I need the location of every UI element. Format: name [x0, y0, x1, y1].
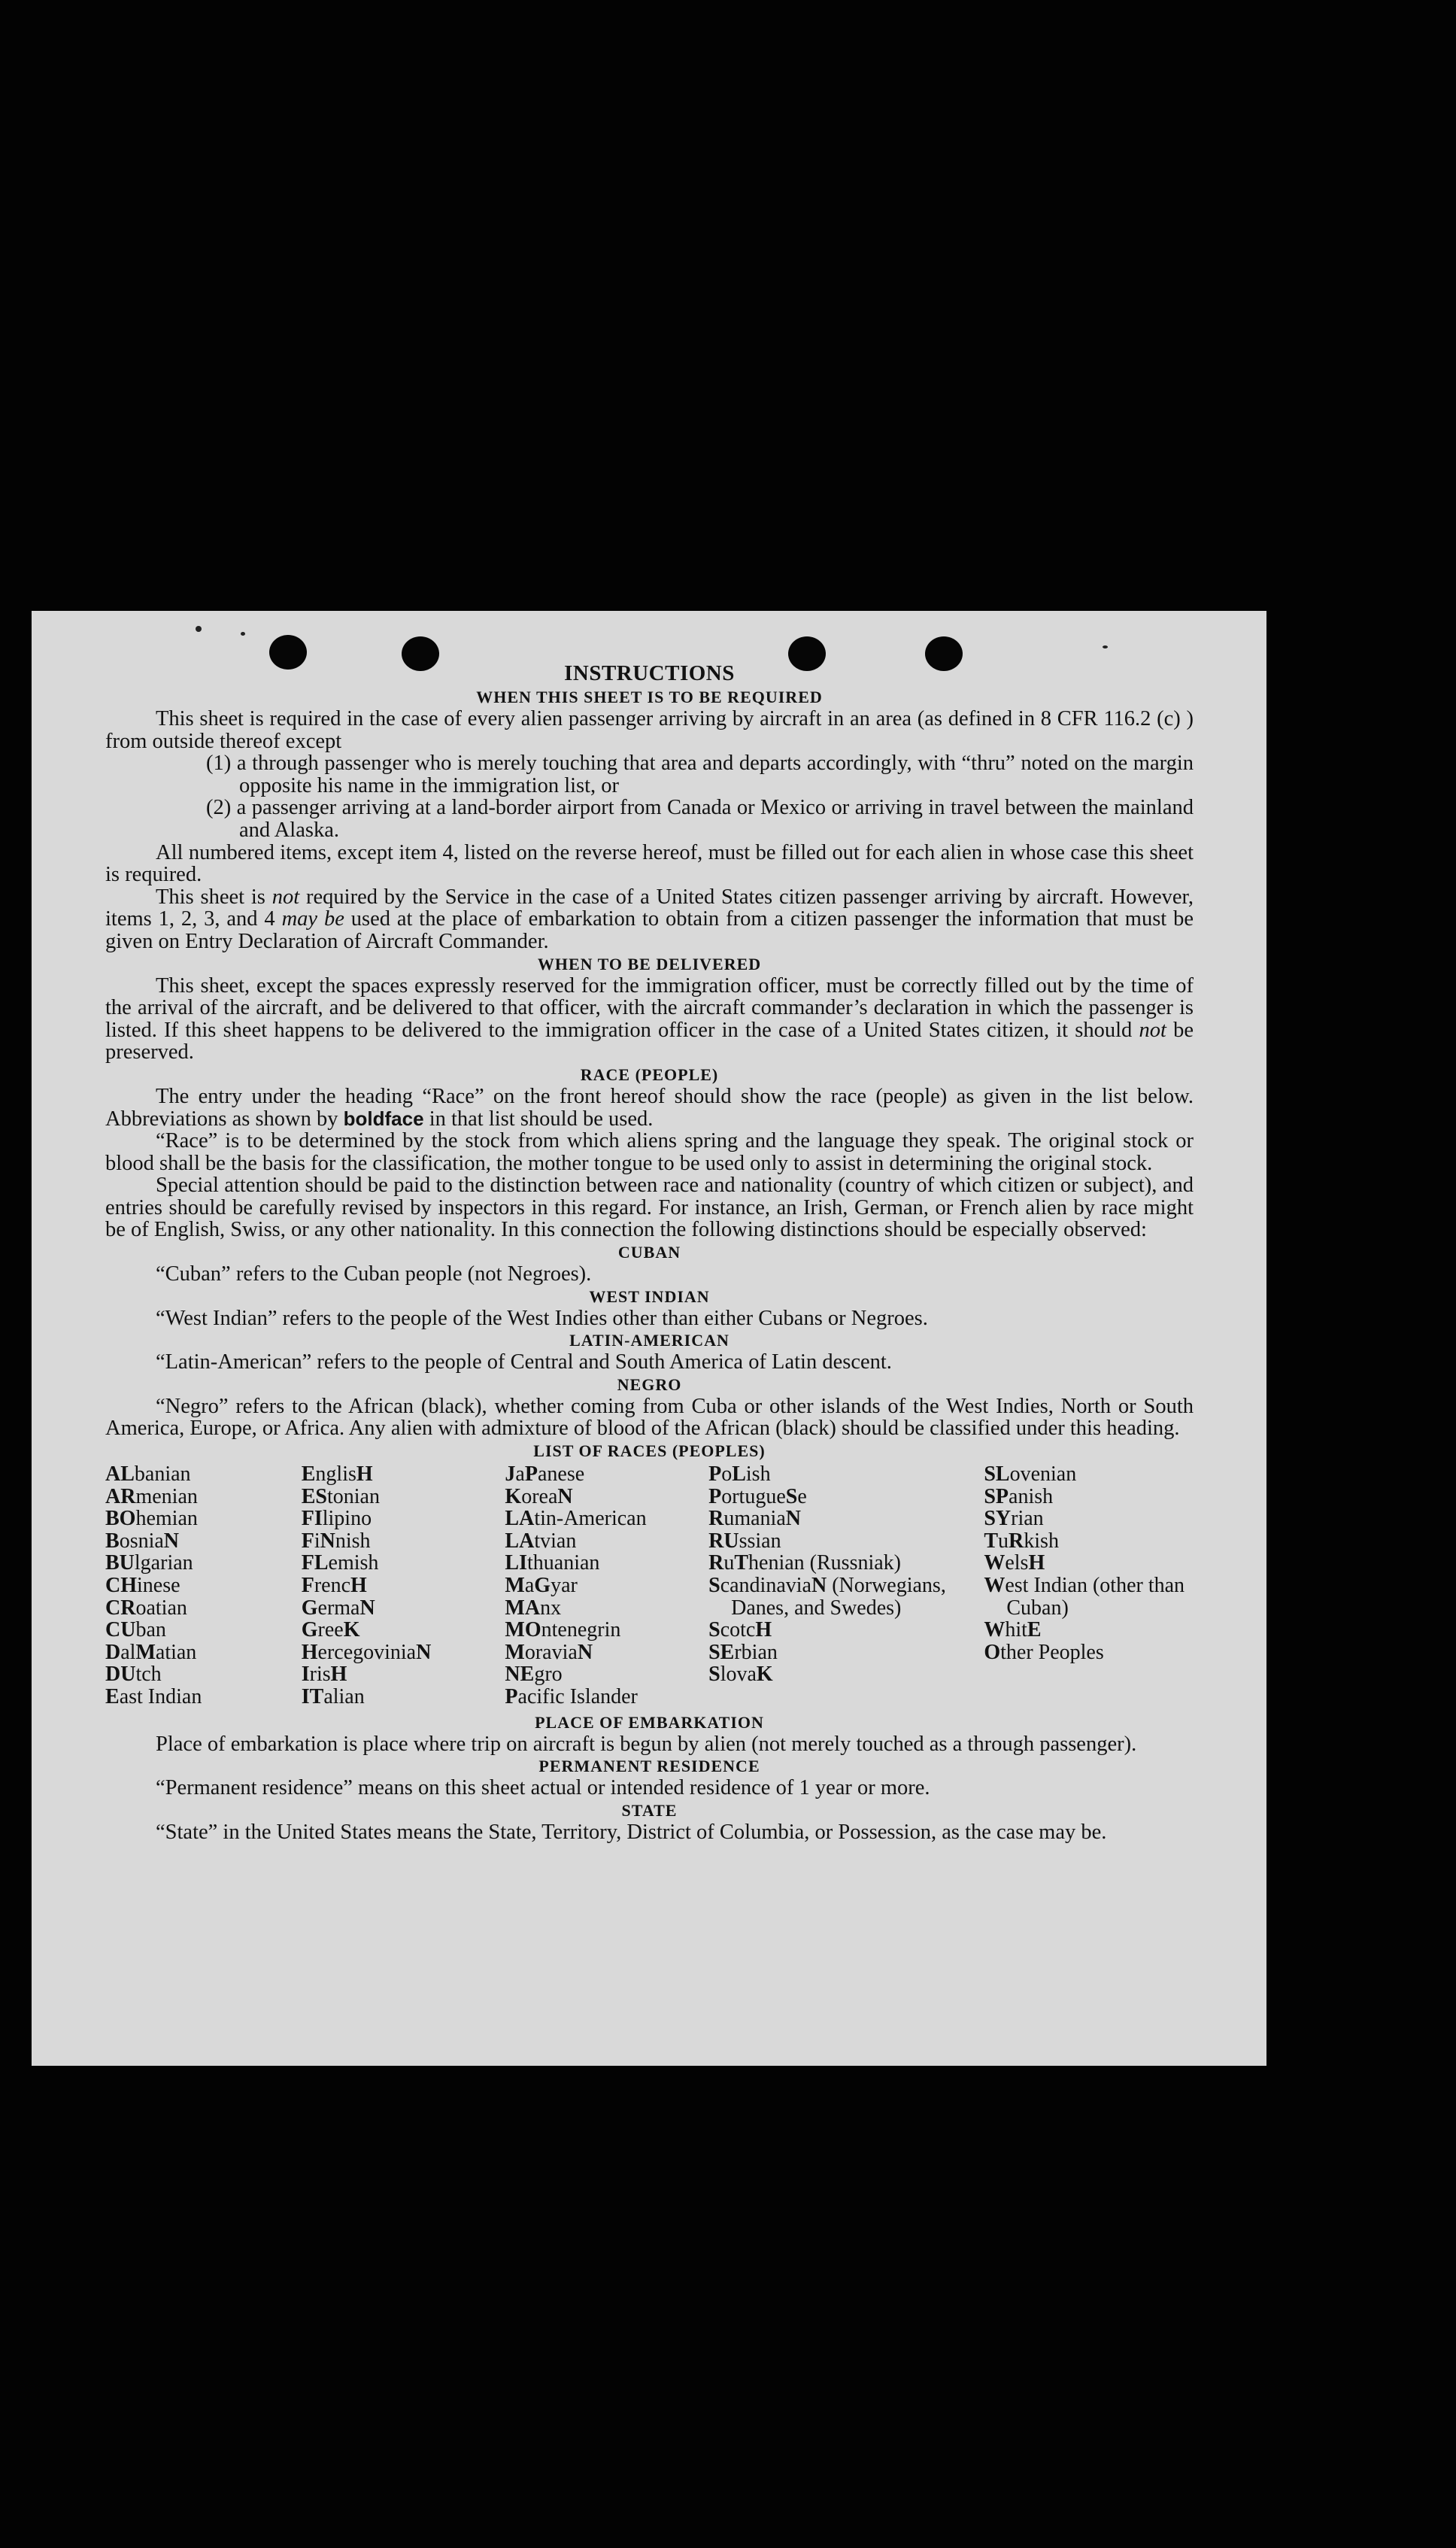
race-entry: DalMatian — [105, 1640, 197, 1664]
race-entry: EnglisH — [301, 1462, 373, 1487]
race-entry: SlovaK — [708, 1663, 773, 1687]
exception-item-1: (1) a through passenger who is merely touching that area and departs accordingly, with “thru” noted on the margin opposite his name in the immigration list, or — [206, 752, 1194, 797]
heading-when-required: WHEN THIS SHEET IS TO BE REQUIRED — [476, 688, 823, 706]
race-entry: RUssian — [708, 1529, 781, 1553]
race-entry: EStonian — [301, 1484, 380, 1508]
race-entry: WhitE — [984, 1618, 1042, 1642]
page-title: INSTRUCTIONS — [564, 661, 735, 685]
speck — [1103, 645, 1108, 648]
race-entry: CHinese — [105, 1574, 180, 1597]
heading-cuban: CUBAN — [617, 1243, 681, 1262]
race-entry: SPanish — [984, 1484, 1054, 1508]
race-entry: SErbian — [708, 1640, 778, 1664]
heading-race: RACE (PEOPLE) — [580, 1064, 719, 1084]
punch-hole — [269, 635, 307, 670]
instruction-sheet — [32, 611, 1266, 2066]
race-column-1 — [105, 1463, 302, 1708]
permanent-residence-text: “Permanent residence” means on this sheet actual or intended residence of 1 year or more. — [156, 1776, 930, 1800]
race-entry: FLemish — [301, 1551, 379, 1575]
race-entry: SLovenian — [984, 1462, 1077, 1487]
race-entry: ScotcH — [708, 1618, 772, 1642]
race-entry: CUban — [105, 1618, 166, 1642]
race-entry: BUlgarian — [105, 1551, 193, 1575]
race-entry: RumaniaN — [708, 1507, 801, 1531]
speck — [196, 626, 202, 632]
race-entry: DUtch — [105, 1663, 162, 1687]
race-entry: ARmenian — [105, 1484, 198, 1508]
race-entry: FiNnish — [301, 1529, 371, 1553]
race-entry: GreeK — [301, 1618, 360, 1642]
italic-not: not — [1139, 1018, 1166, 1042]
cuban-text: “Cuban” refers to the Cuban people (not Negroes). — [156, 1262, 592, 1286]
race-column-3 — [505, 1463, 708, 1708]
race-entry: MAnx — [505, 1596, 562, 1620]
race-entry: TuRkish — [984, 1529, 1059, 1553]
race-entry: GermaN — [301, 1596, 375, 1620]
race-entry: WelsH — [984, 1551, 1045, 1575]
heading-negro: NEGRO — [617, 1374, 682, 1394]
text-segment: be preserved. — [105, 1018, 1194, 1064]
race-entry: MoraviaN — [505, 1640, 593, 1664]
place-of-embarkation-text: Place of embarkation is place where trip on aircraft is begun by alien (not merely touched as a through passenger). — [156, 1732, 1137, 1756]
race-entry: BosniaN — [105, 1529, 180, 1553]
text-segment: This sheet is — [156, 885, 265, 909]
when-delivered-para — [105, 975, 1194, 1064]
race-para-2: “Race” is to be determined by the stock from which aliens spring and the language they speak. The original stock or blood shall be the basis for the classification, the mother tongue to be used only to assist in determining the original stock. — [105, 1129, 1194, 1175]
heading-when-delivered: WHEN TO BE DELIVERED — [537, 954, 762, 973]
text-segment: The entry under the heading “Race” on the front hereof should show the race (people) as given in the list below. Abbreviations as shown by — [105, 1084, 1194, 1131]
race-entry: LIthuanian — [505, 1551, 600, 1575]
italic-not: not — [271, 885, 300, 909]
race-entry: PoLish — [708, 1462, 771, 1487]
text-segment: in that list should be used. — [429, 1107, 654, 1131]
punch-hole — [925, 636, 963, 671]
race-entry: ITalian — [301, 1684, 365, 1708]
race-column-4 — [708, 1463, 984, 1708]
negro-text: “Negro” refers to the African (black), whether coming from Cuba or other islands of the West Indies, North or South America, Europe, or Africa. Any alien with admixture of blood of the African (black) should be classified under this heading. — [105, 1394, 1194, 1441]
speck — [241, 632, 245, 636]
race-entry: LAtvian — [505, 1529, 577, 1553]
exception-item-2: (2) a passenger arriving at a land-border airport from Canada or Mexico or arriving in travel between the mainland and Alaska. — [206, 796, 1194, 842]
punch-hole — [788, 636, 826, 671]
race-entry: East Indian — [105, 1684, 202, 1708]
race-para-1 — [105, 1086, 1194, 1130]
race-entry: Other Peoples — [984, 1640, 1104, 1664]
heading-latin-american: LATIN-AMERICAN — [569, 1331, 730, 1350]
race-entry: JaPanese — [505, 1462, 585, 1487]
text-segment: This sheet, except the spaces expressly reserved for the immigration officer, must be correctly filled out by the time of the arrival of the aircraft, and be delivered to that officer, with the aircraft commander’s declaration in which the passenger is listed. If this sheet happens to be delivered to the immigration officer in the case of a United States citizen, it should — [105, 973, 1194, 1042]
heading-list-of-races: LIST OF RACES (PEOPLES) — [533, 1441, 766, 1461]
race-entry: HercegoviniaN — [301, 1640, 432, 1664]
race-column-2 — [302, 1463, 505, 1708]
race-entry: MaGyar — [505, 1574, 578, 1597]
race-entry: West Indian (other than Cuban) — [984, 1574, 1185, 1620]
west-indian-text: “West Indian” refers to the people of the West Indies other than either Cubans or Negroes. — [156, 1306, 928, 1330]
race-entry: PortugueSe — [708, 1484, 807, 1508]
state-text: “State” in the United States means the State, Territory, District of Columbia, or Possession, as the case may be. — [156, 1820, 1107, 1844]
race-entry: MOntenegrin — [505, 1618, 621, 1642]
race-entry: Pacific Islander — [505, 1684, 638, 1708]
race-entry: FrencH — [301, 1574, 367, 1597]
when-required-intro: This sheet is required in the case of every alien passenger arriving by aircraft in an area (as defined in 8 CFR 116.2 (c) ) from outside thereof except — [105, 707, 1194, 753]
race-para-3: Special attention should be paid to the distinction between race and nationality (country of which citizen or subject), and entries should be carefully revised by inspectors in this regard. For instance, an Irish, German, or French alien by race might be of English, Swiss, or any other nationality. In this connection the following distinctions should be especially observed: — [105, 1174, 1194, 1242]
boldface-word: boldface — [343, 1107, 424, 1130]
when-required-para-3 — [105, 886, 1194, 953]
race-list — [105, 1463, 1194, 1708]
race-entry: NEgro — [505, 1663, 563, 1687]
latin-american-text: “Latin-American” refers to the people of Central and South America of Latin descent. — [156, 1350, 892, 1374]
race-column-5 — [984, 1463, 1194, 1708]
heading-place-of-embarkation: PLACE OF EMBARKATION — [535, 1712, 764, 1732]
race-entry: RuThenian (Russniak) — [708, 1551, 901, 1575]
race-entry: BOhemian — [105, 1507, 198, 1531]
race-entry: FIlipino — [301, 1507, 372, 1531]
heading-state: STATE — [621, 1800, 678, 1820]
punch-hole — [402, 636, 439, 671]
text-segment: required by the Service in the case of a United States citizen passenger arriving by aircraft. However, items 1, 2, 3, and 4 — [105, 885, 1194, 931]
heading-permanent-residence: PERMANENT RESIDENCE — [538, 1757, 760, 1776]
race-entry: IrisH — [301, 1663, 347, 1687]
race-entry: ALbanian — [105, 1462, 191, 1487]
race-entry: SYrian — [984, 1507, 1044, 1531]
text-segment: used at the place of embarkation to obtain from a citizen passenger the information that must be given on Entry Declaration of Aircraft Commander. — [105, 907, 1194, 953]
race-entry: KoreaN — [505, 1484, 573, 1508]
italic-may-be: may be — [281, 907, 344, 931]
when-required-para-2: All numbered items, except item 4, listed on the reverse hereof, must be filled out for each alien in whose case this sheet is required. — [105, 840, 1194, 887]
race-entry: CRoatian — [105, 1596, 187, 1620]
race-entry: LAtin-American — [505, 1507, 647, 1531]
heading-west-indian: WEST INDIAN — [589, 1286, 710, 1306]
race-entry: ScandinaviaN (Norwegians, Danes, and Swedes) — [708, 1574, 946, 1620]
